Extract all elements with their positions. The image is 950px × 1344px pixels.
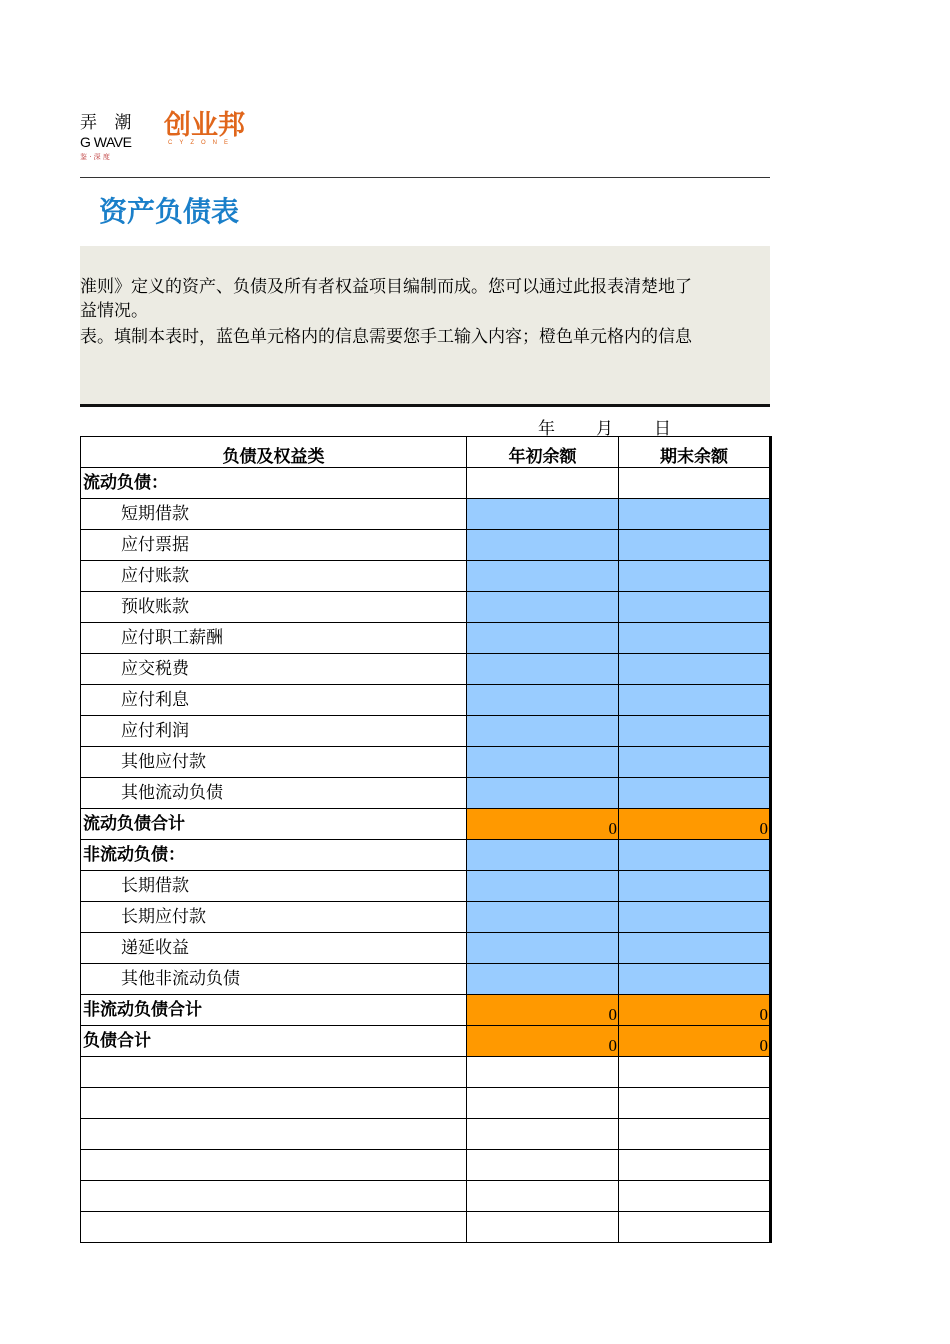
date-day-label: 日 bbox=[654, 419, 671, 438]
begin-balance-cell[interactable] bbox=[467, 778, 619, 809]
end-balance-cell[interactable] bbox=[619, 561, 771, 592]
begin-balance-cell[interactable] bbox=[467, 530, 619, 561]
header-category: 负债及权益类 bbox=[81, 437, 467, 468]
end-balance-cell[interactable] bbox=[619, 933, 771, 964]
begin-balance-cell[interactable] bbox=[467, 871, 619, 902]
table-row bbox=[81, 623, 771, 654]
description-line-1: 淮则》定义的资产、负债及所有者权益项目编制而成。您可以通过此报表清楚地了 bbox=[80, 277, 692, 297]
begin-balance-cell[interactable] bbox=[467, 685, 619, 716]
row-label: 应付职工薪酬 bbox=[81, 623, 467, 654]
table-row bbox=[81, 964, 771, 995]
table-row bbox=[81, 778, 771, 809]
row-label: 短期借款 bbox=[81, 499, 467, 530]
date-month-label: 月 bbox=[596, 419, 613, 438]
row-label: 长期应付款 bbox=[81, 902, 467, 933]
row-label: 流动负债： bbox=[81, 468, 467, 499]
row-label: 应交税费 bbox=[81, 654, 467, 685]
begin-balance-cell[interactable] bbox=[467, 840, 619, 871]
begin-balance-cell[interactable] bbox=[467, 623, 619, 654]
end-balance-cell[interactable] bbox=[619, 840, 771, 871]
liabilities-table bbox=[80, 436, 772, 1243]
table-row bbox=[81, 1212, 771, 1243]
row-label: 应付利润 bbox=[81, 716, 467, 747]
logo-langchao-slogan: 鉴 · 深 度 bbox=[80, 153, 110, 161]
begin-balance-cell: 0 bbox=[467, 1026, 619, 1057]
begin-balance-cell[interactable] bbox=[467, 964, 619, 995]
description-divider bbox=[80, 404, 770, 407]
table-row bbox=[81, 468, 771, 499]
row-label: 预收账款 bbox=[81, 592, 467, 623]
end-balance-cell bbox=[619, 1150, 771, 1181]
header-end-balance: 期末余额 bbox=[619, 437, 771, 468]
row-label: 流动负债合计 bbox=[81, 809, 467, 840]
end-balance-cell[interactable] bbox=[619, 747, 771, 778]
date-row bbox=[466, 414, 770, 436]
end-balance-cell bbox=[619, 1212, 771, 1243]
table-row bbox=[81, 1119, 771, 1150]
page-title: 资产负债表 bbox=[99, 195, 240, 228]
table-row bbox=[81, 1057, 771, 1088]
row-label: 其他非流动负债 bbox=[81, 964, 467, 995]
table-row bbox=[81, 1150, 771, 1181]
row-label bbox=[81, 1150, 467, 1181]
begin-balance-cell bbox=[467, 1088, 619, 1119]
begin-balance-cell[interactable] bbox=[467, 654, 619, 685]
row-label bbox=[81, 1088, 467, 1119]
table-row bbox=[81, 654, 771, 685]
table-row bbox=[81, 1181, 771, 1212]
row-label: 长期借款 bbox=[81, 871, 467, 902]
end-balance-cell[interactable] bbox=[619, 685, 771, 716]
begin-balance-cell[interactable] bbox=[467, 561, 619, 592]
table-row bbox=[81, 871, 771, 902]
description-line-3: 表。填制本表时，蓝色单元格内的信息需要您手工输入内容；橙色单元格内的信息 bbox=[80, 327, 692, 347]
row-label bbox=[81, 1212, 467, 1243]
begin-balance-cell bbox=[467, 1212, 619, 1243]
description-box bbox=[80, 246, 770, 404]
logo-cyzone bbox=[164, 112, 245, 146]
end-balance-cell[interactable] bbox=[619, 623, 771, 654]
end-balance-cell[interactable] bbox=[619, 964, 771, 995]
header-begin-balance: 年初余额 bbox=[467, 437, 619, 468]
row-label: 其他流动负债 bbox=[81, 778, 467, 809]
logo-langchao-text: 弄 潮 bbox=[80, 113, 138, 133]
begin-balance-cell bbox=[467, 1119, 619, 1150]
end-balance-cell bbox=[619, 1088, 771, 1119]
end-balance-cell[interactable] bbox=[619, 902, 771, 933]
table-row bbox=[81, 530, 771, 561]
row-label bbox=[81, 1181, 467, 1212]
begin-balance-cell[interactable] bbox=[467, 499, 619, 530]
table-row bbox=[81, 840, 771, 871]
end-balance-cell[interactable] bbox=[619, 654, 771, 685]
header-divider bbox=[80, 177, 770, 178]
begin-balance-cell[interactable] bbox=[467, 716, 619, 747]
end-balance-cell[interactable] bbox=[619, 530, 771, 561]
end-balance-cell[interactable] bbox=[619, 871, 771, 902]
begin-balance-cell[interactable] bbox=[467, 747, 619, 778]
table-row bbox=[81, 499, 771, 530]
table-row bbox=[81, 747, 771, 778]
table-row bbox=[81, 902, 771, 933]
begin-balance-cell[interactable] bbox=[467, 902, 619, 933]
table-row bbox=[81, 995, 771, 1026]
table-row bbox=[81, 933, 771, 964]
row-label: 负债合计 bbox=[81, 1026, 467, 1057]
row-label: 非流动负债： bbox=[81, 840, 467, 871]
table-row bbox=[81, 561, 771, 592]
table-row bbox=[81, 1026, 771, 1057]
table-row bbox=[81, 716, 771, 747]
row-label bbox=[81, 1057, 467, 1088]
row-label: 非流动负债合计 bbox=[81, 995, 467, 1026]
begin-balance-cell[interactable] bbox=[467, 933, 619, 964]
row-label: 应付利息 bbox=[81, 685, 467, 716]
begin-balance-cell bbox=[467, 1181, 619, 1212]
end-balance-cell: 0 bbox=[619, 1026, 771, 1057]
end-balance-cell[interactable] bbox=[619, 778, 771, 809]
description-line-2: 益情况。 bbox=[80, 301, 148, 321]
row-label bbox=[81, 1119, 467, 1150]
date-year-label: 年 bbox=[538, 419, 555, 438]
end-balance-cell[interactable] bbox=[619, 592, 771, 623]
begin-balance-cell[interactable] bbox=[467, 592, 619, 623]
row-label: 应付账款 bbox=[81, 561, 467, 592]
begin-balance-cell: 0 bbox=[467, 809, 619, 840]
end-balance-cell bbox=[619, 1119, 771, 1150]
logo-cyzone-text: 创业邦 bbox=[164, 110, 245, 141]
table-row bbox=[81, 592, 771, 623]
begin-balance-cell: 0 bbox=[467, 995, 619, 1026]
row-label: 递延收益 bbox=[81, 933, 467, 964]
begin-balance-cell bbox=[467, 1150, 619, 1181]
end-balance-cell bbox=[619, 468, 771, 499]
logo-langchao-english: G WAVE bbox=[80, 134, 132, 150]
row-label: 应付票据 bbox=[81, 530, 467, 561]
row-label: 其他应付款 bbox=[81, 747, 467, 778]
end-balance-cell[interactable] bbox=[619, 499, 771, 530]
end-balance-cell: 0 bbox=[619, 809, 771, 840]
table-row bbox=[81, 685, 771, 716]
begin-balance-cell bbox=[467, 1057, 619, 1088]
table-header-row bbox=[81, 437, 771, 468]
end-balance-cell bbox=[619, 1181, 771, 1212]
table-row bbox=[81, 809, 771, 840]
table-row bbox=[81, 1088, 771, 1119]
logo-cyzone-english: CYZONE bbox=[168, 140, 236, 146]
end-balance-cell bbox=[619, 1057, 771, 1088]
end-balance-cell: 0 bbox=[619, 995, 771, 1026]
end-balance-cell[interactable] bbox=[619, 716, 771, 747]
begin-balance-cell bbox=[467, 468, 619, 499]
